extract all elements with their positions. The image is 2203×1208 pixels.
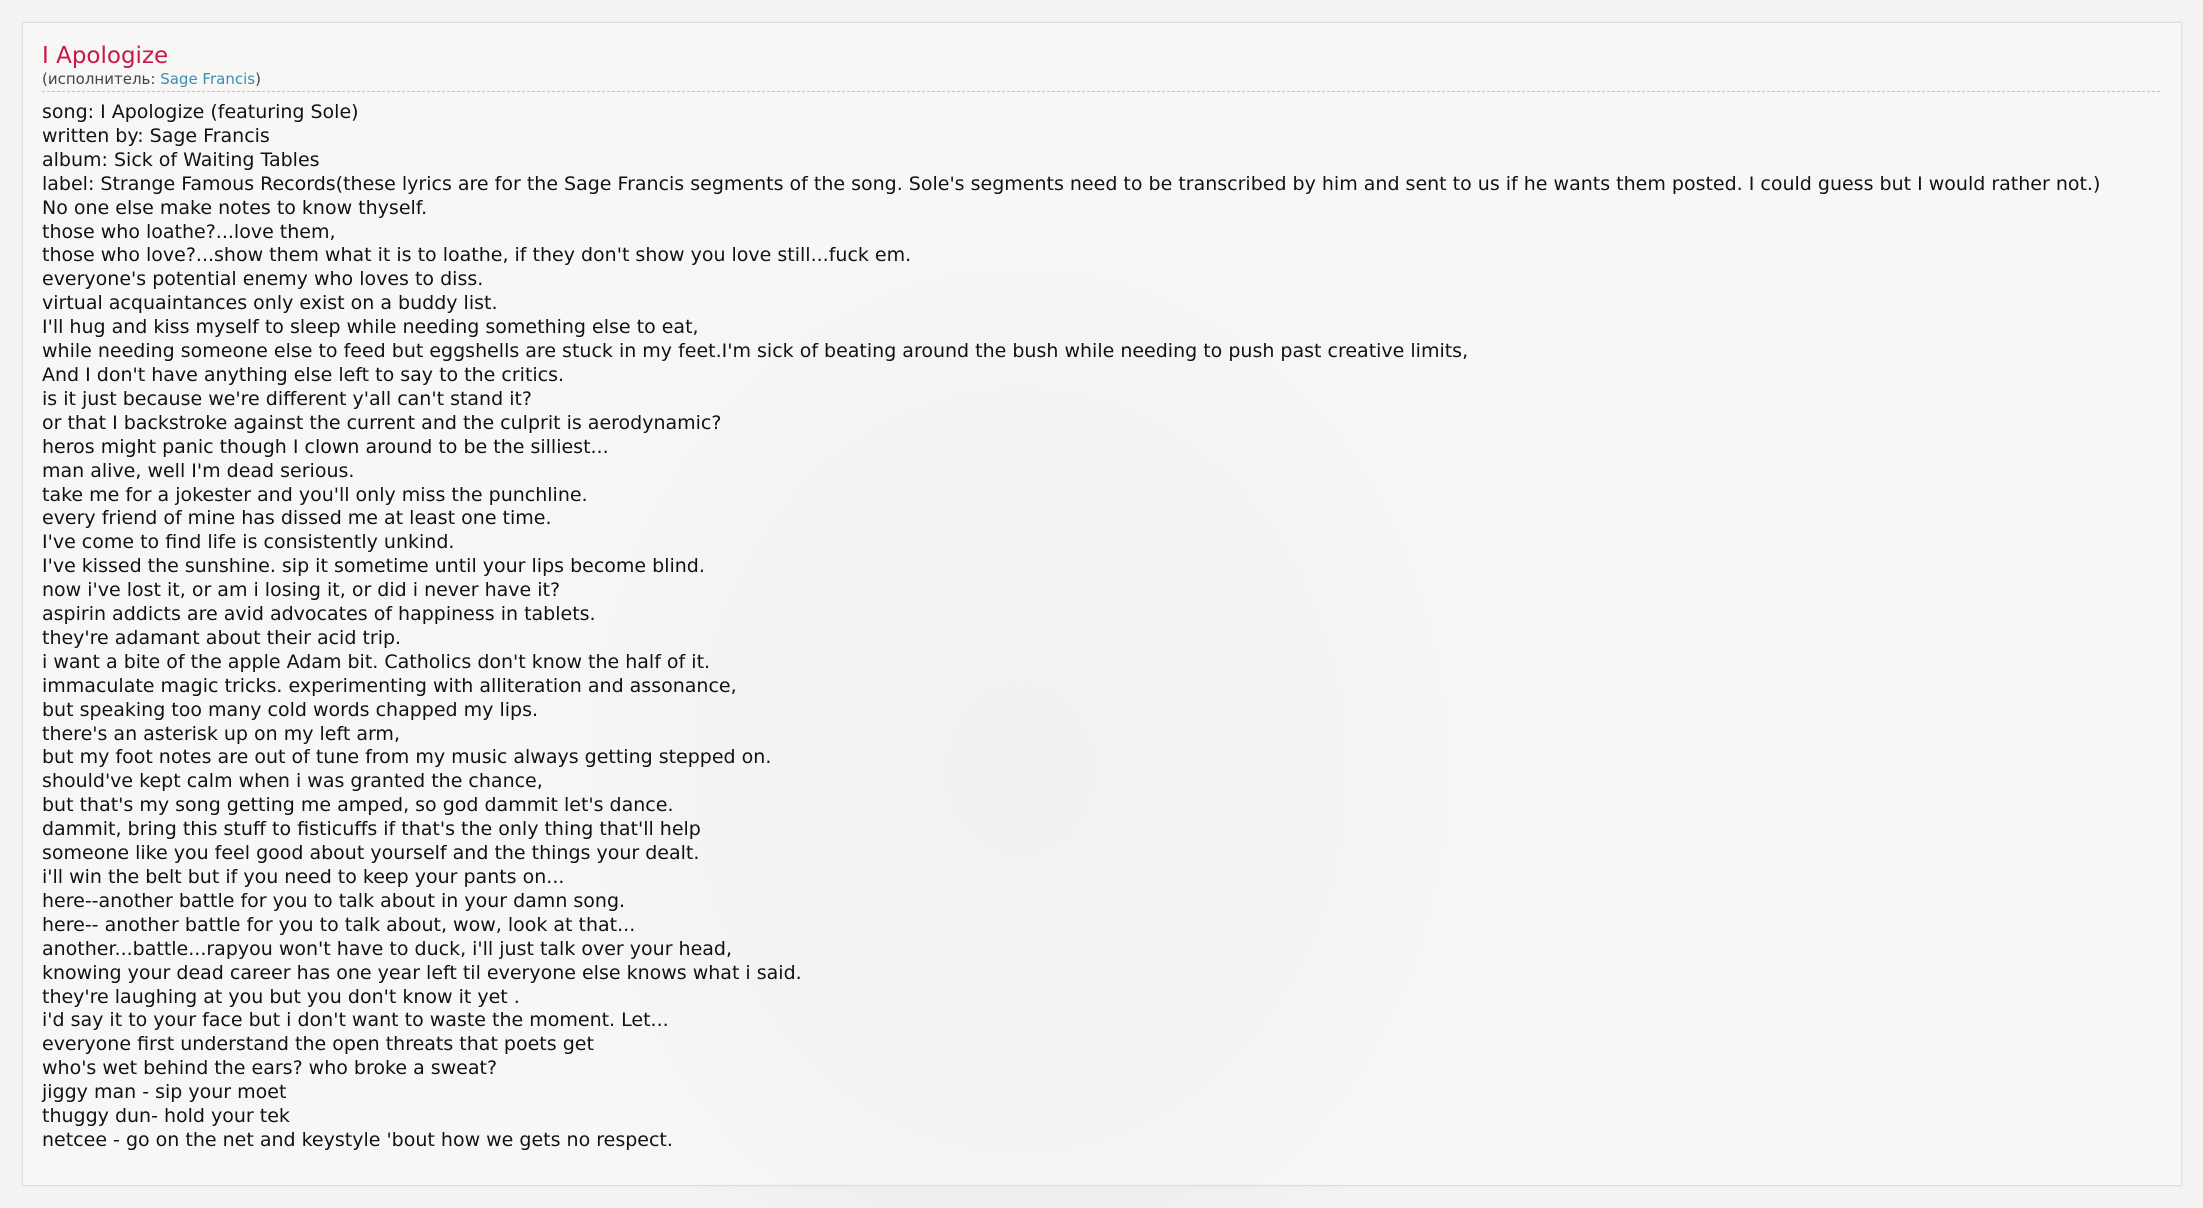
- lyric-line: every friend of mine has dissed me at least one time.: [42, 507, 552, 530]
- lyric-line: i want a bite of the apple Adam bit. Catholics don't know the half of it.: [42, 650, 711, 673]
- lyric-line: those who loathe?...love them,: [42, 220, 336, 243]
- lyrics-card: [22, 22, 2182, 1186]
- lyric-line: here--another battle for you to talk about in your damn song.: [42, 889, 626, 912]
- lyric-line: label: Strange Famous Records(these lyrics are for the Sage Francis segments of the song. Sole's segments need to be transcribed by him and sent to us if he wants them posted. I could guess but I would rather not.): [42, 172, 2101, 195]
- lyric-line: take me for a jokester and you'll only miss the punchline.: [42, 483, 588, 506]
- lyric-line: who's wet behind the ears? who broke a sweat?: [42, 1057, 498, 1080]
- lyric-line: knowing your dead career has one year left til everyone else knows what i said.: [42, 961, 802, 984]
- lyric-line: i'll win the belt but if you need to keep your pants on...: [42, 866, 565, 888]
- lyric-line: dammit, bring this stuff to fisticuffs if that's the only thing that'll help: [42, 818, 701, 841]
- lyric-line: those who love?...show them what it is to loathe, if they don't show you love still...fuck em.: [42, 244, 912, 267]
- song-title: I Apologize: [42, 43, 169, 69]
- lyric-line: I'll hug and kiss myself to sleep while needing something else to eat,: [42, 316, 699, 339]
- lyric-line: I've kissed the sunshine. sip it sometime until your lips become blind.: [42, 555, 705, 578]
- lyric-line: should've kept calm when i was granted the chance,: [42, 770, 543, 793]
- artist-line: [42, 71, 2182, 88]
- lyric-line: they're laughing at you but you don't know it yet .: [42, 985, 520, 1008]
- lyric-line: aspirin addicts are avid advocates of happiness in tablets.: [42, 603, 596, 626]
- lyric-line: thuggy dun- hold your tek: [42, 1105, 290, 1128]
- lyric-line: now i've lost it, or am i losing it, or did i never have it?: [42, 579, 561, 602]
- lyric-line: netcee - go on the net and keystyle 'bout how we gets no respect.: [42, 1128, 673, 1151]
- title-divider: [42, 91, 2160, 92]
- lyric-line: here-- another battle for you to talk about, wow, look at that...: [42, 913, 636, 936]
- lyric-line: they're adamant about their acid trip.: [42, 626, 402, 649]
- lyric-line: virtual acquaintances only exist on a buddy list.: [42, 292, 498, 315]
- lyric-line: jiggy man - sip your moet: [42, 1081, 287, 1104]
- lyrics-card-content: [42, 41, 2182, 1153]
- lyric-line: everyone first understand the open threats that poets get: [42, 1033, 594, 1056]
- lyric-line: written by: Sage Francis: [42, 124, 270, 147]
- lyric-line: man alive, well I'm dead serious.: [42, 459, 355, 482]
- lyric-line: i'd say it to your face but i don't want to waste the moment. Let...: [42, 1009, 669, 1032]
- lyric-line: heros might panic though I clown around to be the silliest...: [42, 435, 609, 458]
- lyric-line: album: Sick of Waiting Tables: [42, 148, 320, 171]
- lyrics-text: [42, 101, 2182, 1153]
- lyric-line: everyone's potential enemy who loves to diss.: [42, 268, 484, 291]
- lyric-line: song: I Apologize (featuring Sole): [42, 101, 359, 123]
- lyric-line: I've come to find life is consistently unkind.: [42, 531, 455, 554]
- lyric-line: there's an asterisk up on my left arm,: [42, 722, 400, 745]
- artist-prefix: (исполнитель:: [42, 70, 161, 88]
- lyric-line: someone like you feel good about yourself and the things your dealt.: [42, 842, 700, 865]
- lyric-line: but my foot notes are out of tune from my music always getting stepped on.: [42, 746, 772, 769]
- lyric-line: or that I backstroke against the current and the culprit is aerodynamic?: [42, 411, 722, 434]
- lyric-line: And I don't have anything else left to say to the critics.: [42, 363, 565, 386]
- lyric-line: immaculate magic tricks. experimenting with alliteration and assonance,: [42, 674, 737, 697]
- lyric-line: but speaking too many cold words chapped my lips.: [42, 698, 539, 721]
- lyric-line: No one else make notes to know thyself.: [42, 196, 428, 219]
- lyric-line: while needing someone else to feed but eggshells are stuck in my feet.I'm sick of beating around the bush while needing to push past creative limits,: [42, 340, 1469, 363]
- lyric-line: another...battle...rapyou won't have to duck, i'll just talk over your head,: [42, 937, 733, 960]
- lyric-line: is it just because we're different y'all can't stand it?: [42, 387, 533, 410]
- artist-link[interactable]: Sage Francis: [160, 70, 256, 88]
- artist-suffix: ): [255, 70, 261, 88]
- lyric-line: but that's my song getting me amped, so god dammit let's dance.: [42, 794, 674, 817]
